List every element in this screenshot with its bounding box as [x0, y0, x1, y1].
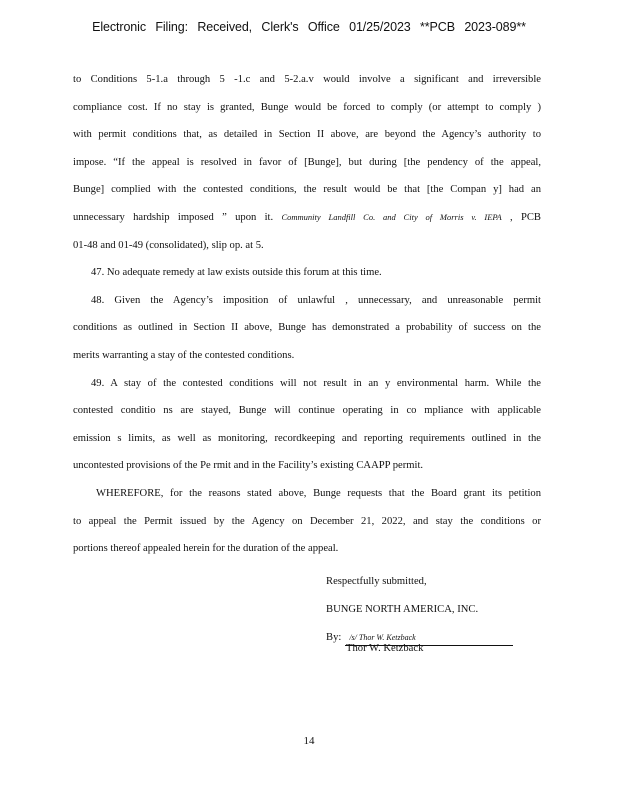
paragraph-49-line: uncontested provisions of the Pe rmit and in the Facility’s existing CAAPP permit. [73, 460, 424, 472]
signature-block [326, 568, 513, 652]
body-line-text: , PCB [510, 211, 542, 223]
paragraph-49-line: 49. A stay of the contested conditions will not result in an y environmental harm. While the [91, 377, 541, 389]
electronic-signature: /s/ Thor W. Ketzback [349, 633, 416, 642]
case-citation: Community Landfill Co. and City of Morris v. IEPA [281, 211, 502, 222]
closing-text: Respectfully submitted, [326, 576, 427, 587]
wherefore-line: WHEREFORE, for the reasons stated above, Bunge requests that the Board grant its petition [96, 487, 541, 499]
paragraph-48-line: conditions as outlined in Section II above, Bunge has demonstrated a probability of success on the [73, 322, 541, 334]
document-body [73, 68, 541, 565]
page-number: 14 [303, 735, 315, 747]
paragraph-47: 47. No adequate remedy at law exists outside this forum at this time. [91, 267, 382, 279]
paragraph-49-line: emission s limits, as well as monitoring, recordkeeping and reporting requirements outlined in the [73, 432, 541, 444]
body-line: with permit conditions that, as detailed in Section II above, are beyond the Agency’s authority to [73, 129, 541, 141]
paragraph-48-line: 48. Given the Agency’s imposition of unlawful , unnecessary, and unreasonable permit [91, 294, 541, 306]
wherefore-line: portions thereof appealed herein for the duration of the appeal. [73, 543, 339, 555]
paragraph-48-line: merits warranting a stay of the contested conditions. [73, 349, 295, 361]
by-label: By: [326, 632, 342, 643]
body-line: Bunge] complied with the contested conditions, the result would be that [the Compan y] had an [73, 184, 541, 196]
body-line-text: unnecessary hardship imposed ” upon it. [73, 211, 274, 223]
filing-header: Electronic Filing: Received, Clerk's Office 01/25/2023 **PCB 2023-089** [92, 20, 526, 34]
printed-signer-name: Thor W. Ketzback [346, 643, 424, 654]
wherefore-line: to appeal the Permit issued by the Agency on December 21, 2022, and stay the conditions or [73, 515, 541, 527]
company-name: BUNGE NORTH AMERICA, INC. [326, 604, 479, 615]
body-line: 01-48 and 01-49 (consolidated), slip op. at 5. [73, 239, 264, 251]
paragraph-49-line: contested conditio ns are stayed, Bunge will continue operating in co mpliance with applicable [73, 405, 541, 417]
body-line: to Conditions 5-1.a through 5 -1.c and 5-2.a.v would involve a significant and irreversible [73, 74, 541, 85]
body-line: compliance cost. If no stay is granted, Bunge would be forced to comply (or attempt to comply ) [73, 101, 541, 113]
body-line: impose. “If the appeal is resolved in favor of [Bunge], but during [the pendency of the appeal, [73, 156, 541, 168]
body-line-with-citation [73, 206, 541, 234]
